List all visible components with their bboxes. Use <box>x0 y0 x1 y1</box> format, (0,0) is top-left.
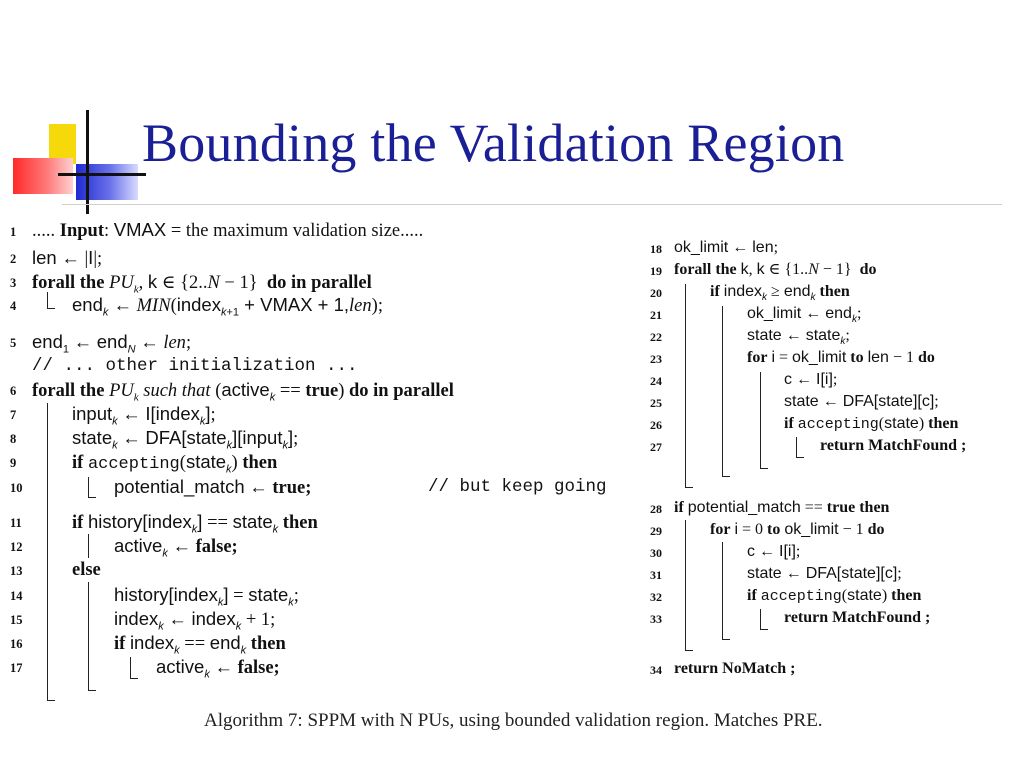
code-comment: // ... other initialization ... <box>32 356 358 376</box>
block-guide <box>760 609 768 630</box>
block-guide <box>685 284 693 488</box>
logo-horizontal-line <box>58 173 146 176</box>
title-divider <box>62 204 1002 205</box>
block-guide <box>47 403 55 701</box>
block-guide <box>88 582 96 691</box>
block-guide <box>88 534 89 558</box>
code-comment: // but keep going <box>428 477 607 497</box>
block-guide <box>88 477 96 498</box>
block-guide <box>760 372 768 469</box>
block-guide <box>796 437 804 458</box>
block-guide <box>130 657 138 679</box>
slide-title: Bounding the Validation Region <box>142 113 845 173</box>
block-guide <box>722 306 730 477</box>
logo-red-bar <box>13 158 73 194</box>
algorithm-caption: Algorithm 7: SPPM with N PUs, using bounded validation region. Matches PRE. <box>204 710 823 731</box>
logo-vertical-line <box>86 110 89 214</box>
block-guide <box>685 520 693 651</box>
block-guide <box>722 542 730 640</box>
